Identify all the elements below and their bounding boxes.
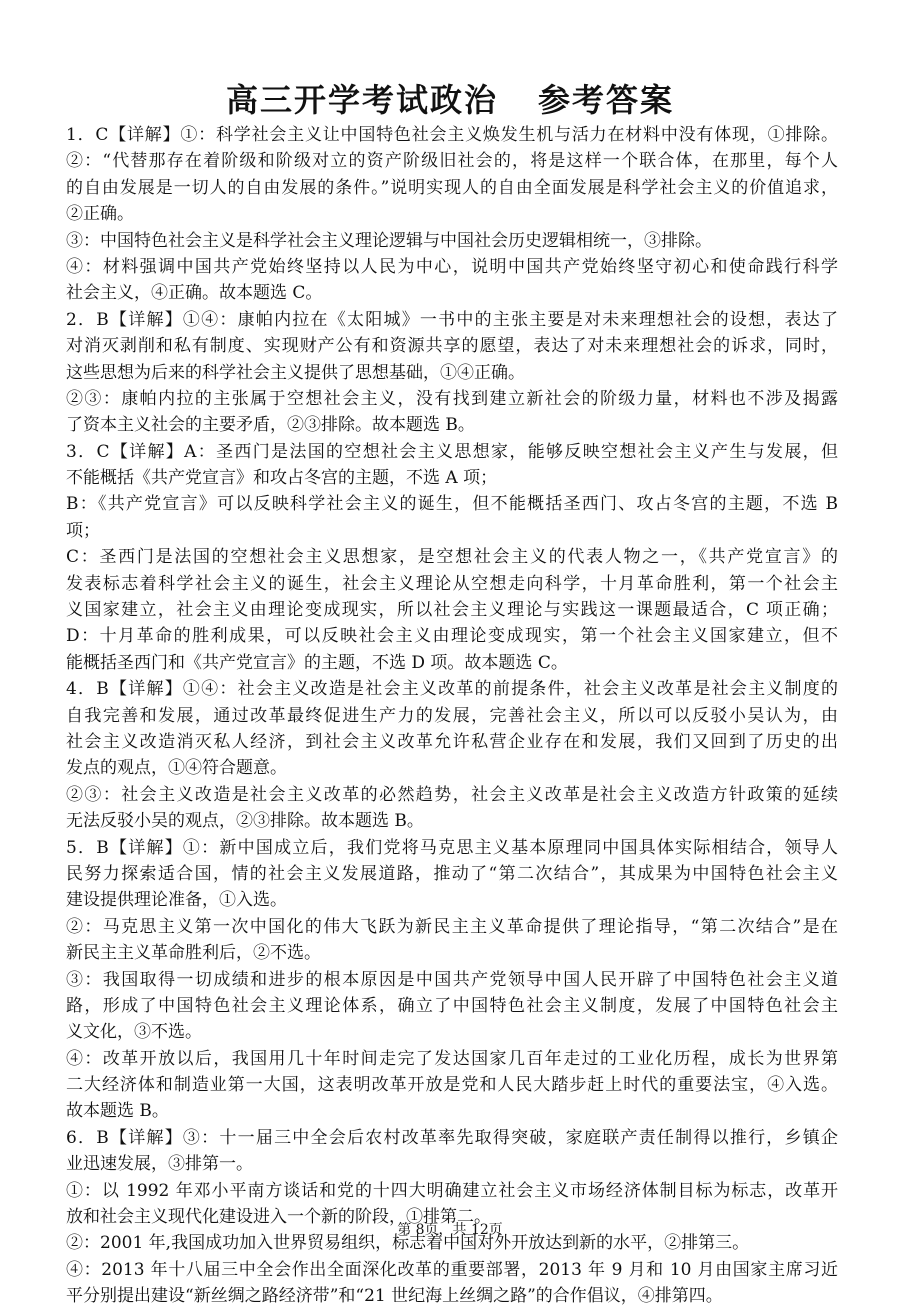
- text-line: B：《共产党宣言》可以反映科学社会主义的诞生，但不能概括圣西门、攻占冬宫的主题，不选 B: [66, 494, 838, 515]
- text-line: ④：材料强调中国共产党始终坚持以人民为中心，说明中国共产党始终坚守初心和使命践行科学: [66, 256, 838, 277]
- page-footer: 第 8页，共 12页: [397, 1222, 503, 1238]
- page-title: [0, 80, 900, 120]
- text-line: ④：2013 年十八届三中全会作出全面深化改革的重要部署，2013 年 9 月和 10 月由国家主席习近: [66, 1259, 838, 1280]
- text-line: 项；: [66, 520, 100, 541]
- text-line: 对消灭剥削和私有制度、实现财产公有和资源共享的愿望，表达了对未来理想社会的诉求，同时，: [66, 336, 838, 357]
- text-line: 社会主义，④正确。故本题选 C。: [66, 283, 323, 304]
- text-line: 无法反驳小吴的观点，②③排除。故本题选 B。: [66, 811, 424, 832]
- answer-body: [66, 122, 838, 1310]
- text-line: 建设提供理论准备，①入选。: [66, 890, 287, 911]
- text-line: ④：改革开放以后，我国用几十年时间走完了发达国家几百年走过的工业化历程，成长为世界第: [66, 1048, 838, 1069]
- text-line: 5．B【详解】①：新中国成立后，我们党将马克思主义基本原理同中国具体实际相结合，领导人: [66, 837, 838, 858]
- text-line: 义文化，③不选。: [66, 1022, 202, 1043]
- text-line: 业迅速发展，③排第一。: [66, 1154, 253, 1175]
- text-line: ①：以 1992 年邓小平南方谈话和党的十四大明确建立社会主义市场经济体制目标为标志，改革开: [66, 1180, 838, 1201]
- text-line: 3．C【详解】A：圣西门是法国的空想社会主义思想家，能够反映空想社会主义产生与发展，但: [66, 441, 838, 462]
- text-line: 能概括圣西门和《共产党宣言》的主题，不选 D 项。故本题选 C。: [66, 652, 568, 673]
- text-line: ③：中国特色社会主义是科学社会主义理论逻辑与中国社会历史逻辑相统一，③排除。: [66, 230, 712, 251]
- text-line: ②：马克思主义第一次中国化的伟大飞跃为新民主主义革命提供了理论指导，“第二次结合”是在: [66, 916, 838, 937]
- text-line: 这些思想为后来的科学社会主义提供了思想基础，①④正确。: [66, 362, 525, 383]
- text-line: 自我完善和发展，通过改革最终促进生产力的发展，完善社会主义，所以可以反驳小吴认为，由: [66, 705, 838, 726]
- text-line: 故本题选 B。: [66, 1101, 169, 1122]
- text-line: 6．B【详解】③：十一届三中全会后农村改革率先取得突破，家庭联产责任制得以推行，乡镇企: [66, 1127, 838, 1148]
- text-line: ②：“代替那存在着阶级和阶级对立的资产阶级旧社会的，将是这样一个联合体，在那里，每个人: [66, 151, 838, 172]
- text-line: ②正确。: [66, 204, 134, 225]
- text-line: C：圣西门是法国的空想社会主义思想家，是空想社会主义的代表人物之一，《共产党宣言》的: [66, 547, 838, 568]
- text-line: 新民主主义革命胜利后，②不选。: [66, 943, 321, 964]
- text-line: ②③：康帕内拉的主张属于空想社会主义，没有找到建立新社会的阶级力量，材料也不涉及揭露: [66, 388, 838, 409]
- text-line: 义国家建立，社会主义由理论变成现实，所以社会主义理论与实践这一课题最适合，C 项正确；: [66, 600, 838, 621]
- text-line: D：十月革命的胜利成果，可以反映社会主义由理论变成现实，第一个社会主义国家建立，但不: [66, 626, 838, 647]
- text-line: 1．C【详解】①：科学社会主义让中国特色社会主义焕发生机与活力在材料中没有体现，①排除。: [66, 125, 838, 145]
- title-main: 高三开学考试政治: [225, 81, 498, 119]
- text-line: 民努力探索适合国，情的社会主义发展道路，推动了“第二次结合”，其成果为中国特色社会主义: [66, 863, 838, 884]
- text-line: 了资本主义社会的主要矛盾，②③排除。故本题选 B。: [66, 415, 475, 436]
- text-line: 发表标志着科学社会主义的诞生，社会主义理论从空想走向科学，十月革命胜利，第一个社会主: [66, 573, 838, 594]
- title-sub: 参考答案: [538, 81, 675, 119]
- text-line: 路，形成了中国特色社会主义理论体系，确立了中国特色社会主义制度，发展了中国特色社会主: [66, 995, 838, 1016]
- text-line: 2．B【详解】①④：康帕内拉在《太阳城》一书中的主张主要是对未来理想社会的设想，表达了: [66, 309, 838, 330]
- text-line: 放和社会主义现代化建设进入一个新的阶段，①排第二。: [66, 1207, 491, 1228]
- text-line: 社会主义改造消灭私人经济，到社会主义改革允许私营企业存在和发展，我们又回到了历史的出: [66, 731, 838, 752]
- text-line: 平分别提出建设“新丝绸之路经济带”和“21 世纪海上丝绸之路”的合作倡议，④排第四。: [66, 1286, 723, 1307]
- text-line: 二大经济体和制造业第一大国，这表明改革开放是党和人民大踏步赶上时代的重要法宝，④入选。: [66, 1075, 838, 1096]
- text-line: ③：我国取得一切成绩和进步的根本原因是中国共产党领导中国人民开辟了中国特色社会主义道: [66, 969, 838, 990]
- text-line: 的自由发展是一切人的自由发展的条件。”说明实现人的自由全面发展是科学社会主义的价值追求，: [66, 177, 838, 198]
- text-line: 不能概括《共产党宣言》和攻占冬宫的主题，不选 A 项；: [66, 468, 498, 489]
- text-line: 4．B【详解】①④：社会主义改造是社会主义改革的前提条件，社会主义改革是社会主义制度的: [66, 679, 838, 700]
- text-line: 发点的观点，①④符合题意。: [66, 758, 287, 779]
- text-line: ②：2001 年,我国成功加入世界贸易组织，标志着中国对外开放达到新的水平，②排第三。: [66, 1233, 750, 1254]
- text-line: ②③：社会主义改造是社会主义改革的必然趋势，社会主义改革是社会主义改造方针政策的延续: [66, 784, 838, 805]
